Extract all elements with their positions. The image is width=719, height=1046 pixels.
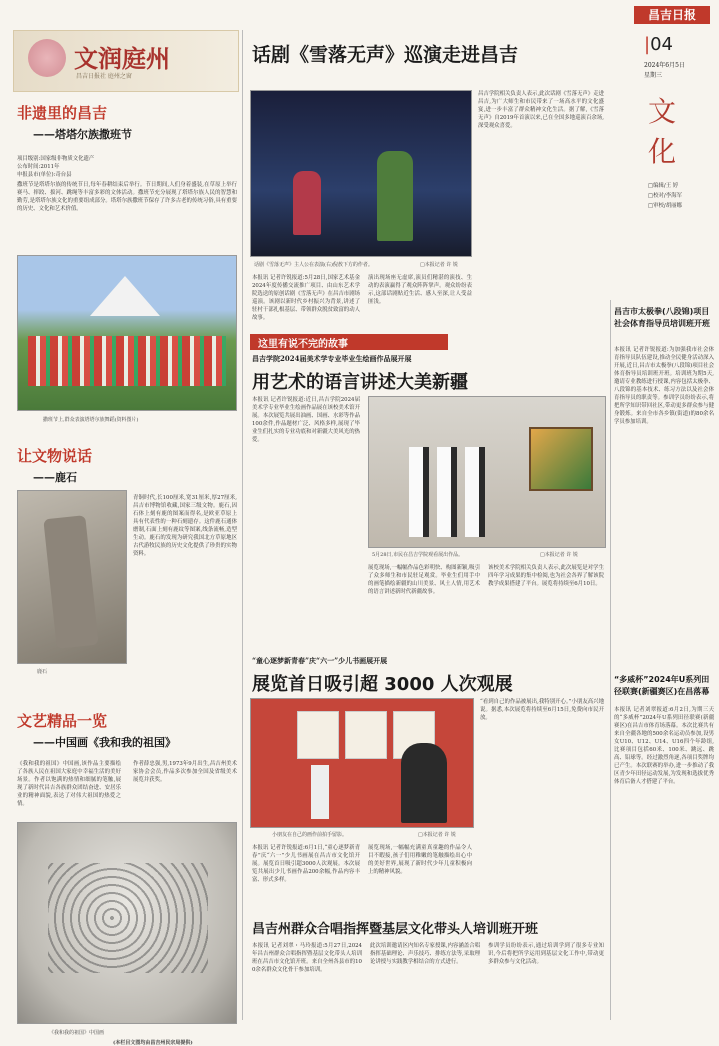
a2-visitors bbox=[409, 447, 489, 537]
s1-meta2: 公布时间:2011年 bbox=[17, 164, 60, 170]
s1-meta1: 项目级别:国家级非物质文化遗产 bbox=[17, 156, 95, 162]
date-line: 2024年6月5日 bbox=[644, 62, 685, 69]
s3-painting-figures bbox=[48, 863, 208, 973]
a3-credit: □本报记者 许 锐 bbox=[418, 832, 456, 838]
a2-photo bbox=[368, 396, 606, 548]
a3-title: 展览首日吸引超 3000 人次观展 bbox=[252, 674, 513, 695]
right-divider bbox=[610, 300, 611, 1020]
s1-caption: 撒班节上,群众表演塔塔尔族舞蹈(资料图片) bbox=[43, 417, 139, 423]
a3-photo bbox=[250, 698, 474, 828]
a3-adult bbox=[401, 743, 447, 823]
a1-photo bbox=[250, 90, 472, 257]
s3-title: 文艺精品一览 bbox=[17, 712, 108, 730]
banner-flower-icon bbox=[28, 39, 66, 77]
a1-actor-right bbox=[377, 151, 413, 241]
a4-col2: 此次培训邀请区内知名专家授课,内容涵盖合唱指挥基础理论、声乐技巧、排练方法等,采取理论讲授与实践教学相结合的方式进行。 bbox=[370, 943, 480, 965]
right-column bbox=[614, 306, 714, 1020]
s2-caption: 鹿石 bbox=[37, 669, 48, 675]
s2-photo bbox=[17, 490, 127, 664]
left-divider bbox=[242, 30, 243, 1020]
a4-title: 昌吉州群众合唱指挥暨基层文化带头人培训班开班 bbox=[252, 922, 539, 937]
a1-col1: 本报讯 记者许锐报道:5月28日,国家艺术基金2024年度传播交流推广项目、由山东艺术学院选送的原创话剧《雪落无声》在昌吉市剧场巡演。该剧以新时代乡村振兴为背景,讲述了驻村干部扎根基层、带领群众脱贫致富的动人故事。 bbox=[252, 275, 360, 321]
s1-subtitle: ——塔塔尔族撒班节 bbox=[33, 128, 132, 141]
s2-title: 让文物说话 bbox=[17, 447, 93, 465]
a2-kicker: 昌吉学院2024届美术学专业毕业生绘画作品展开展 bbox=[252, 354, 412, 363]
left-column bbox=[13, 30, 237, 1046]
a3-artwork-2 bbox=[345, 711, 387, 759]
editor-line2: □校对/李海军 bbox=[648, 193, 682, 199]
main-column bbox=[248, 30, 606, 1020]
paper-logo: 昌吉日报 bbox=[634, 6, 710, 24]
r2-body: 本报讯 记者刘翠报道:6月2日,为期三天的“多威杯”2024年U系列田径联赛(新疆赛区)在昌吉市体育场落幕。本次比赛共有来自全疆各地的500余名运动员参加,设男女U10、U12、U14、U16四个年龄组,比赛项目包括60米、100米、跳远、跳高、铅球等。经过激烈角逐,各项目奖牌均已产生。本次联赛的举办,进一步推动了我区青少年田径运动发展,为发现和选拔优秀体育后备人才搭建了平台。 bbox=[614, 707, 714, 785]
a1-credit: □本报记者 许 锐 bbox=[420, 262, 458, 268]
s2-subtitle: ——鹿石 bbox=[33, 471, 77, 484]
page-number-bar: | bbox=[644, 34, 651, 55]
section-banner bbox=[13, 30, 239, 92]
r1-title: 昌吉市太极拳(八段锦)项目社会体育指导员培训班开班 bbox=[614, 307, 710, 328]
s2-body: 青铜时代,长100厘米,宽31厘米,厚27厘米,昌吉市博物馆收藏,国家三级文物。鹿石,因石体上刻有鹿的图案而得名,是欧亚草原上具有代表性的一种石刻遗存。这件鹿石通体磨制,石面上刻有鹿纹等图案,线条流畅,造型生动。鹿石的发现为研究我国北方草原地区古代游牧民族的历史文化提供了珍贵的实物资料。 bbox=[133, 495, 237, 557]
a2-painting-frame bbox=[529, 427, 593, 491]
a1-actor-left bbox=[293, 171, 321, 235]
a3-caption: 小朋友在自己的画作前拍手留影。 bbox=[272, 832, 348, 838]
s3-caption: 《我和我的祖国》中国画 bbox=[49, 1030, 105, 1036]
a2-col3: 该校美术学院相关负责人表示,此次展览是对学生四年学习成果的集中检阅,也为社会各界了解该院教学成果搭建了平台。展览将持续至6月10日。 bbox=[488, 565, 604, 587]
page-number bbox=[644, 34, 673, 55]
banner-title: 文润庭州 bbox=[74, 44, 170, 73]
section-big-title: 文化 bbox=[648, 95, 677, 168]
banner-subtitle: 昌吉日报社 庭州之窗 bbox=[76, 73, 132, 80]
s1-photo-tent bbox=[90, 276, 160, 316]
a3-col2: 展览现场,一幅幅充满童真童趣的作品令人目不暇接,孩子们用稚嫩的笔触描绘出心中的美好世界,展现了新时代少年儿童积极向上的精神风貌。 bbox=[368, 845, 472, 875]
s1-meta3: 申报县市(单位):奇台县 bbox=[17, 172, 72, 178]
a2-title: 用艺术的语言讲述大美新疆 bbox=[252, 372, 468, 393]
r2-title: “多威杯”2024年U系列田径联赛(新疆赛区)在昌落幕 bbox=[614, 675, 710, 696]
s1-title: 非遗里的昌吉 bbox=[17, 104, 108, 122]
r1-body: 本报讯 记者许锐报道:为加强我市社会体育指导员队伍建设,推动全民健身活动深入开展,近日,昌吉市太极拳(八段锦)项目社会体育指导员培训班开班。培训班为期5天,邀请专业教练进行授课,内容包括太极拳、八段锦的基本技术、练习方法以及社会体育指导员的职责等。参训学员纷纷表示,将把所学知识带回社区,带动更多群众参与健身锻炼。来自全市各乡镇(街道)的80余名学员参加培训。 bbox=[614, 347, 714, 425]
page-number-value: 04 bbox=[650, 34, 673, 55]
a1-title: 话剧《雪落无声》巡演走进昌吉 bbox=[252, 44, 519, 66]
editor-line1: □编辑/王 婷 bbox=[648, 183, 679, 189]
s1-photo-dancers bbox=[28, 336, 226, 386]
s1-body: 撒班节是塔塔尔族的传统节日,每年春耕结束后举行。节日期间,人们身着盛装,在草原上举行赛马、摔跤、拔河、跳绳等丰富多彩的文体活动。撒班节充分展现了塔塔尔族人民的智慧和勤劳,是塔塔尔族文化的重要组成部分。塔塔尔族撒班节保存了许多古老的传统习俗,具有重要的历史、文化和艺术价值。 bbox=[17, 182, 237, 212]
weekday-line: 星期三 bbox=[644, 72, 663, 79]
s3-painting bbox=[17, 822, 237, 1024]
s3-author-body: 作者薛忠强,男,1973年9月出生,昌吉州美术家协会会员,作品多次参加全国及省级美术展览并获奖。 bbox=[133, 761, 237, 783]
a1-caption: 话剧《雪落无声》主人公在表演(右)倪敖下方的作者。 bbox=[254, 262, 373, 268]
a3-artwork-1 bbox=[297, 711, 339, 759]
a1-col2: 演出现场座无虚席,演员们精湛的演技、生动的表演赢得了观众阵阵掌声。观众纷纷表示,这部话剧贴近生活、感人至深,让人受益匪浅。 bbox=[368, 275, 472, 305]
masthead bbox=[614, 6, 714, 296]
a3-col1: 本报讯 记者许锐报道:6月1日,“童心逐梦新青春”庆“六一”少儿书画展在昌吉市文化馆开展。展览首日吸引超3000人次观展。本次展览共展出少儿书画作品200余幅,作品内容丰富、形式多样。 bbox=[252, 845, 360, 883]
a2-col2: 展览现场,一幅幅作品色彩明快、构图新颖,吸引了众多师生和市民驻足观赏。毕业生们用手中的画笔描绘新疆的山川美景、风土人情,用艺术的语言讲述新时代新疆故事。 bbox=[368, 565, 480, 595]
s1-photo bbox=[17, 255, 237, 411]
s2-deer-stone bbox=[43, 515, 98, 649]
editor-line3: □审校/胡丽娜 bbox=[648, 203, 682, 209]
mid-section-banner: 这里有说不完的故事 bbox=[250, 334, 448, 350]
a2-credit: □本报记者 许 锐 bbox=[540, 552, 578, 558]
a2-caption: 5月28日,市民在昌吉学院观看展出作品。 bbox=[372, 552, 464, 558]
a2-col1: 本报讯 记者许锐报道:近日,昌吉学院2024届美术学专业毕业生绘画作品展在该校美术馆开展。本次展览共展出油画、国画、水彩等作品100余件,作品题材广泛、风格多样,展现了毕业生们扎实的专业功底和对新疆大美风光的热爱。 bbox=[252, 397, 360, 443]
a3-kicker: “童心逐梦新青春”庆“六一”少儿书画展开展 bbox=[252, 656, 388, 665]
a4-col3: 参训学员纷纷表示,通过培训学到了很多专业知识,今后将把所学运用到基层文化工作中,带动更多群众参与文化活动。 bbox=[488, 943, 604, 965]
a3-col3: “看到自己的作品被展出,我特别开心。”小朋友高兴地说。据悉,本次展览将持续至6月15日,免费向市民开放。 bbox=[480, 699, 604, 721]
a4-col1: 本报讯 记者刘翠・马玲报道:5月27日,2024年昌吉州群众合唱指挥暨基层文化带头人培训班在昌吉市文化馆开班。来自全州各县市的100余名群众文化骨干参加培训。 bbox=[252, 943, 362, 973]
s3-footer: (本栏目文图均由昌吉州民宗局提供) bbox=[113, 1040, 193, 1046]
s3-subtitle: ——中国画《我和我的祖国》 bbox=[33, 736, 176, 749]
a1-col3: 昌吉学院相关负责人表示,此次话剧《雪落无声》走进昌吉,为广大师生和市民带来了一场高水平的文化盛宴,进一步丰富了群众精神文化生活。据了解,《雪落无声》自2019年首演以来,已在全国多地巡演百余场,深受观众喜爱。 bbox=[478, 91, 604, 129]
a3-child bbox=[311, 765, 329, 819]
s3-body: 《我和我的祖国》中国画,该作品主要描绘了各族人民在祖国大家庭中幸福生活的美好场景。作者以饱满的热情和细腻的笔触,展现了新时代昌吉各族群众团结奋进、安居乐业的精神面貌,表达了对伟大祖国的热爱之情。 bbox=[17, 761, 121, 807]
